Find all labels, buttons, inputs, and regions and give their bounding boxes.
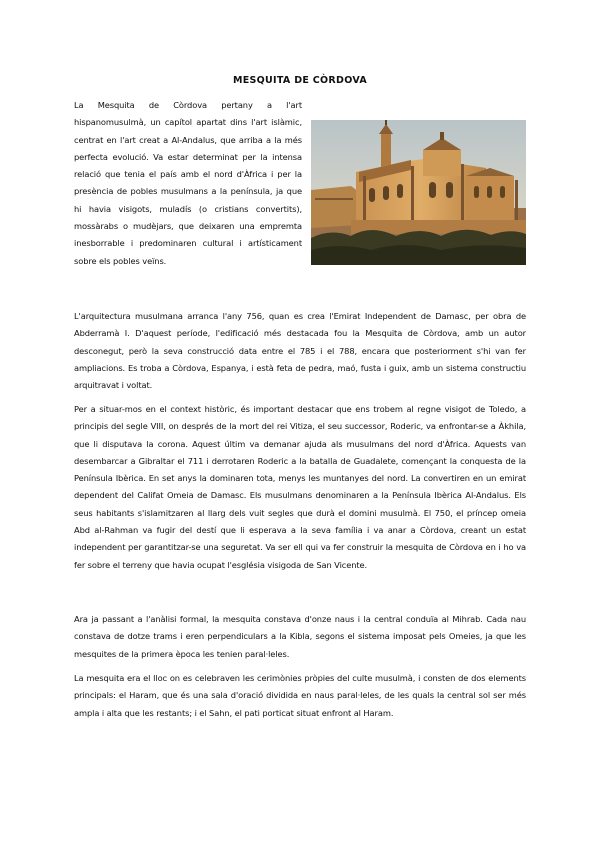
paragraph-5: La mesquita era el lloc on es celebraven les cerimònies pròpies del culte musulmà, i consten de dos elements principals: el Haram, que és una sala d'oració dividida en naus paral·leles, de les quals la central sol ser més ampla i alta que les restants; i el Sahn, el pati porticat situat enfront al Haram.: [74, 673, 526, 718]
paragraph-1: La Mesquita de Còrdova pertany a l'art hispanomusulmà, un capítol apartat dins l'art islàmic, centrat en l'art creat a Al-Andalus, que arriba a la més perfecta evolució. Va estar determinat per la intensa relació que tenia el país amb el nord d'Àfrica i per la presència de pobles musulmans a la península, ja que hi havia visigots, muladís (o cristians convertits), mossàrabs o mudèjars, que deixaren una empremta inesborrable i predominaren cultural i artísticament sobre els pobles veïns.: [74, 100, 302, 266]
document-title: MESQUITA DE CÒRDOVA: [232, 75, 368, 86]
paragraph-2: L'arquitectura musulmana arranca l'any 756, quan es crea l'Emirat Independent de Damasc, per obra de Abderramà I. D'aquest període, l'edificació més destacada fou la Mesquita de Còrdova, amb un autor desconegut, però la seva construcció data entre el 785 i el 788, encara que posteriorment s'hi van fer ampliacions. Es troba a Còrdova, Espanya, i està feta de pedra, maó, fusta i guix, amb un sistema constructiu arquitravat i voltat.: [74, 311, 526, 391]
mosque-photo: [311, 120, 526, 265]
paragraph-4: Ara ja passant a l'anàlisi formal, la mesquita constava d'onze naus i la central conduïa al Mihrab. Cada nau constava de dotze trams i eren perpendiculars a la Kibla, segons el sistema imposat pels Omeies, ja que les mesquites de la primera època les tenien paral·leles.: [74, 614, 526, 659]
paragraph-3: Per a situar-mos en el context històric, és important destacar que ens trobem al regne visigot de Toledo, a principis del segle VIII, on després de la mort del rei Vitiza, el seu successor, Roderic, va enfrontar-se a Àkhila, que li disputava la corona. Aquest últim va demanar ajuda als musulmans del nord d'Àfrica. Aquests van desembarcar a Gibraltar el 711 i derrotaren Roderic a la batalla de Guadalete, començant la conquesta de la Península Ibèrica. En set anys la dominaren tota, menys les muntanyes del nord. La convertiren en un emirat dependent del Califat Omeia de Damasc. Els musulmans denominaren a la Península Ibèrica Al-Andalus. Els seus habitants s'islamitzaren al llarg dels vuit segles que durà el domini musulmà. El 750, el príncep omeia Abd al-Rahman va fugir del destí que li esperava a la seva família i va anar a Còrdova, creant un estat independent per garantitzar-se una seguretat. Va ser ell qui va fer construir la mesquita de Còrdova en i ho va fer sobre el terreny que havia ocupat l'església visigoda de San Vicente.: [74, 404, 526, 570]
mosque-photo-graphic: [311, 120, 526, 265]
